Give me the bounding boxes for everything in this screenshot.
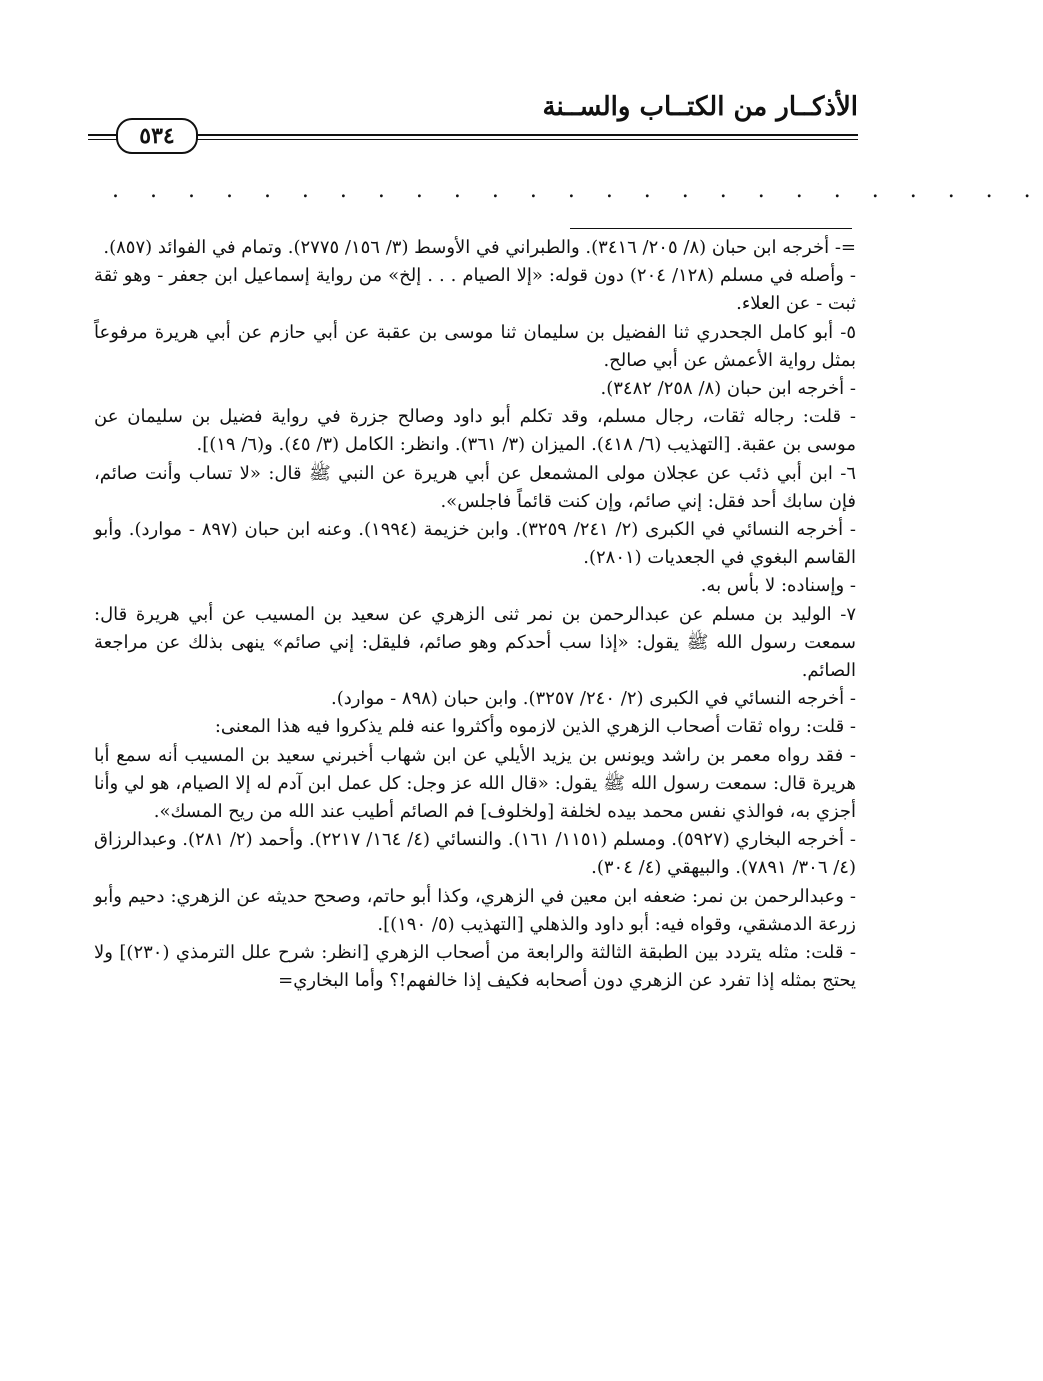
paragraph: - وعبدالرحمن بن نمر: ضعفه ابن معين في الزهري، وكذا أبو حاتم، وصحح حديثه عن الزهري: دحيم وأبو زرعة الدمشقي، وقواه فيه: أبو داود والذهلي [التهذيب (٥/ ١٩٠)]. [94, 885, 856, 935]
running-title: الأذكــار من الكتــاب والســنة [542, 92, 858, 122]
paragraph: - أخرجه النسائي في الكبرى (٢/ ٢٤٠/ ٣٢٥٧). وابن حبان (٨٩٨ - موارد). [330, 688, 856, 710]
paragraph: - فقد رواه معمر بن راشد ويونس بن يزيد الأيلي عن ابن شهاب أخبرني سعيد بن المسيب أنه سمع أبا هريرة قال: سمعت رسول الله ﷺ يقول: «قال الله عز وجل: كل عمل ابن آدم له إلا الصيام، هو لي وأنا أجزي به، فوالذي نفس محمد بيده لخلفة [ولخلوف] فم الصائم أطيب عند الله من ريح المسك». [94, 744, 856, 823]
paragraph: =- أخرجه ابن حبان (٨/ ٢٠٥/ ٣٤١٦). والطبراني في الأوسط (٣/ ١٥٦/ ٢٧٧٥). وتمام في الفوائد (٨٥٧). [103, 237, 856, 258]
page-number: ٥٣٤ [116, 118, 198, 154]
paragraph: ٥- أبو كامل الجحدري ثنا الفضيل بن سليمان ثنا موسى بن عقبة عن أبي حازم عن أبي هريرة مرفوعاً بمثل رواية الأعمش عن أبي صالح. [94, 321, 857, 371]
footnote-body [94, 234, 856, 995]
paragraph: - أخرجه النسائي في الكبرى (٢/ ٢٤١/ ٣٢٥٩). وابن خزيمة (١٩٩٤). وعنه ابن حبان (٨٩٧ - موارد). وأبو القاسم البغوي في الجعديات (٢٨٠١). [94, 519, 856, 569]
paragraph: ٦- ابن أبي ذئب عن عجلان مولى المشمعل عن أبي هريرة عن النبي ﷺ قال: «لا تساب وأنت صائم، فإن سابك أحد فقل: إني صائم، وإن كنت قائماً فاجلس». [94, 462, 856, 512]
paragraph: - أخرجه البخاري (٥٩٢٧). ومسلم (١١٥١/ ١٦١). والنسائي (٤/ ١٦٤/ ٢٢١٧). وأحمد (٢/ ٢٨١). وعبدالرزاق (٤/ ٣٠٦/ ٧٨٩١). والبيهقي (٤/ ٣٠٤). [94, 829, 856, 879]
paragraph: - وإسناده: لا بأس به. [700, 575, 856, 597]
header-rule-thick [88, 134, 858, 136]
page-header [88, 92, 858, 150]
paragraph: ٧- الوليد بن مسلم عن عبدالرحمن بن نمر ثنى الزهري عن سعيد بن المسيب عن أبي هريرة قال: سمعت رسول الله ﷺ يقول: «إذا سب أحدكم وهو صائم، فليقل: إني صائم» ينهى بذلك عن مراجعة الصائم. [94, 603, 856, 682]
header-rule-thin [88, 139, 858, 140]
paragraph: - قلت: رجاله ثقات، رجال مسلم، وقد تكلم أبو داود وصالح جزرة في رواية فضيل بن سليمان عن موسى بن عقبة. [التهذيب (٦/ ٤١٨). الميزان (٣/ ٣٦١). وانظر: الكامل (٣/ ٤٥). و(٦/ ١٩)]. [94, 406, 856, 456]
paragraph: - أخرجه ابن حبان (٨/ ٢٥٨/ ٣٤٨٢). [600, 378, 856, 400]
paragraph: - قلت: مثله يتردد بين الطبقة الثالثة والرابعة من أصحاب الزهري [انظر: شرح علل الترمذي (٢٣٠)] ولا يحتج بمثله إذا تفرد عن الزهري دون أصحابه فكيف إذا خالفهم!؟ وأما البخاري= [94, 942, 856, 992]
separator-dots: . . . . . . . . . . . . . . . . . . . . . . . . . [112, 178, 1043, 203]
footnote-rule [570, 228, 852, 229]
paragraph: - وأصله في مسلم (١٢٨/ ٢٠٤) دون قوله: «إلا الصيام . . . إلخ» من رواية إسماعيل ابن جعفر - وهو ثقة ثبت - عن العلاء. [94, 265, 856, 315]
paragraph: - قلت: رواه ثقات أصحاب الزهري الذين لازموه وأكثروا عنه فلم يذكروا فيه هذا المعنى: [214, 716, 856, 738]
